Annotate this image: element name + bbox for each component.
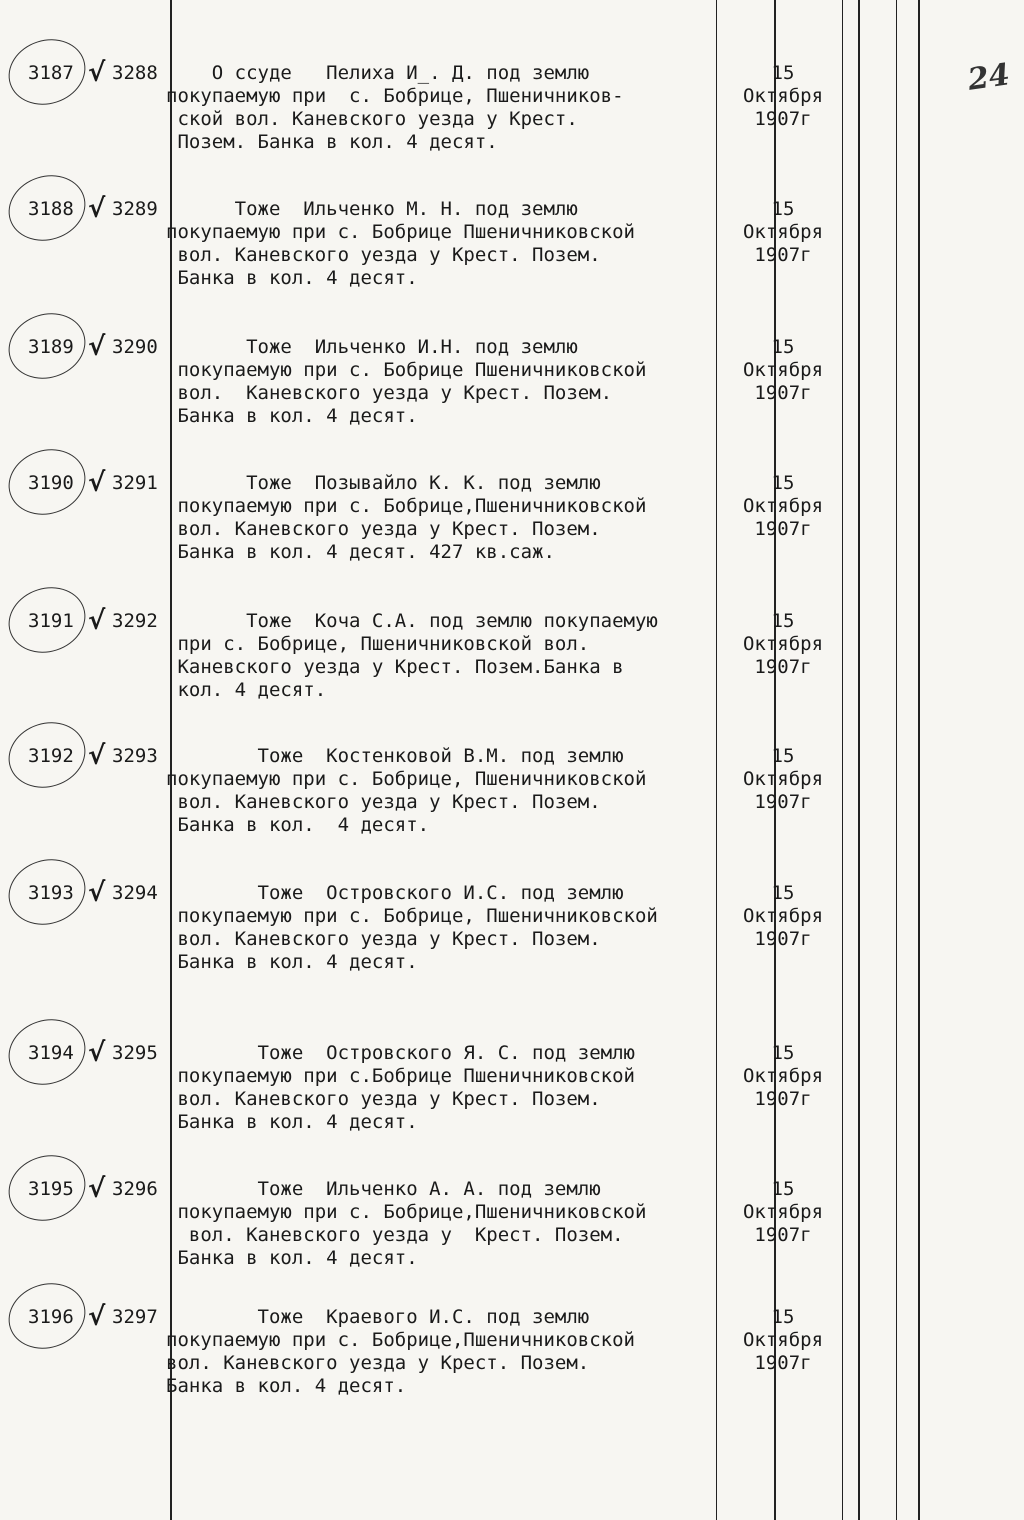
date-line: 1907г <box>754 1224 812 1246</box>
entry-date <box>728 745 838 814</box>
register-entry <box>0 1174 1024 1318</box>
handwritten-page-number: 24 <box>965 57 1012 98</box>
description-line: Тоже Костенковой В.М. под землю <box>166 745 624 767</box>
old-entry-number: 3191 <box>28 610 74 632</box>
description-line: Тоже Ильченко А. А. под землю <box>166 1178 601 1200</box>
description-line: вол. Каневского уезда у Крест. Позем. <box>166 382 613 404</box>
old-entry-number: 3196 <box>28 1306 74 1328</box>
old-entry-number: 3189 <box>28 336 74 358</box>
description-line: вол. Каневского уезда у Крест. Позем. <box>166 791 601 813</box>
checkmark-icon: √ <box>88 606 106 636</box>
description-line: Тоже Позывайло К. К. под землю <box>166 472 601 494</box>
description-line: Тоже Краевого И.С. под землю <box>166 1306 590 1328</box>
entry-description <box>166 62 741 154</box>
entry-date <box>728 1306 838 1375</box>
entry-description <box>166 1178 741 1270</box>
old-entry-number: 3188 <box>28 198 74 220</box>
new-entry-number: 3294 <box>112 882 158 904</box>
date-line: 15 <box>771 1178 795 1200</box>
old-entry-number: 3195 <box>28 1178 74 1200</box>
description-line: покупаемую при с. Бобрице Пшеничниковской <box>166 221 635 243</box>
date-line: 15 <box>771 882 795 904</box>
entry-date <box>728 472 838 541</box>
description-line: покупаемую при с.Бобрице Пшеничниковской <box>166 1065 635 1087</box>
description-line: вол. Каневского уезда у Крест. Позем. <box>166 928 601 950</box>
register-entry <box>0 58 1024 202</box>
checkmark-icon: √ <box>88 741 106 771</box>
description-line: Банка в кол. 4 десят. <box>166 1247 418 1269</box>
register-entry <box>0 878 1024 1022</box>
new-entry-number: 3296 <box>112 1178 158 1200</box>
date-line: 15 <box>771 62 795 84</box>
description-line: Позем. Банка в кол. 4 десят. <box>166 131 498 153</box>
entry-description <box>166 1306 741 1398</box>
date-line: Октября <box>742 1201 824 1223</box>
old-entry-number: 3187 <box>28 62 74 84</box>
description-line: покупаемую при с. Бобрице,Пшеничниковской <box>166 495 647 517</box>
description-line: Тоже Коча С.А. под землю покупаемую <box>166 610 658 632</box>
date-line: 1907г <box>754 928 812 950</box>
description-line: Банка в кол. 4 десят. <box>166 405 418 427</box>
date-line: 1907г <box>754 791 812 813</box>
description-line: Банка в кол. 4 десят. <box>166 1375 407 1397</box>
description-line: вол. Каневского уезда у Крест. Позем. <box>166 1352 590 1374</box>
description-line: Банка в кол. 4 десят. <box>166 1111 418 1133</box>
old-entry-number: 3190 <box>28 472 74 494</box>
new-entry-number: 3289 <box>112 198 158 220</box>
date-line: Октября <box>742 905 824 927</box>
date-line: 1907г <box>754 382 812 404</box>
entry-date <box>728 882 838 951</box>
entry-date <box>728 1178 838 1247</box>
description-line: Банка в кол. 4 десят. 427 кв.саж. <box>166 541 555 563</box>
date-line: 15 <box>771 1042 795 1064</box>
checkmark-icon: √ <box>88 1302 106 1332</box>
entry-date <box>728 610 838 679</box>
description-line: покупаемую при с. Бобрице, Пшеничниковской <box>166 905 658 927</box>
checkmark-icon: √ <box>88 468 106 498</box>
date-line: 15 <box>771 610 795 632</box>
entry-date <box>728 198 838 267</box>
date-line: 15 <box>771 336 795 358</box>
register-entry <box>0 741 1024 885</box>
description-line: Тоже Ильченко И.Н. под землю <box>166 336 578 358</box>
date-line: 1907г <box>754 656 812 678</box>
description-line: покупаемую при с. Бобрице,Пшеничниковской <box>166 1201 647 1223</box>
new-entry-number: 3297 <box>112 1306 158 1328</box>
old-entry-number: 3194 <box>28 1042 74 1064</box>
entry-description <box>166 745 741 837</box>
entry-description <box>166 610 741 702</box>
description-line: Каневского уезда у Крест. Позем.Банка в <box>166 656 624 678</box>
description-line: ской вол. Каневского уезда у Крест. <box>166 108 578 130</box>
checkmark-icon: √ <box>88 58 106 88</box>
register-entry <box>0 606 1024 750</box>
date-line: 1907г <box>754 244 812 266</box>
description-line: покупаемую при с. Бобрице,Пшеничниковской <box>166 1329 635 1351</box>
description-line: Банка в кол. 4 десят. <box>166 814 430 836</box>
entry-description <box>166 198 741 290</box>
entry-date <box>728 62 838 131</box>
date-line: Октября <box>742 495 824 517</box>
register-entry <box>0 194 1024 338</box>
new-entry-number: 3291 <box>112 472 158 494</box>
date-line: Октября <box>742 1329 824 1351</box>
date-line: 1907г <box>754 1352 812 1374</box>
checkmark-icon: √ <box>88 878 106 908</box>
description-line: Тоже Островского И.С. под землю <box>166 882 624 904</box>
date-line: 15 <box>771 472 795 494</box>
checkmark-icon: √ <box>88 1038 106 1068</box>
date-line: 1907г <box>754 518 812 540</box>
register-entry <box>0 468 1024 612</box>
description-line: покупаемую при с. Бобрице, Пшеничников- <box>166 85 624 107</box>
register-entry <box>0 1302 1024 1446</box>
entry-description <box>166 472 741 564</box>
description-line: Банка в кол. 4 десят. <box>166 951 418 973</box>
description-line: покупаемую при с. Бобрице, Пшеничниковской <box>166 768 647 790</box>
description-line: О ссуде Пелиха И_. Д. под землю <box>166 62 590 84</box>
entry-description <box>166 336 741 428</box>
description-line: при с. Бобрице, Пшеничниковской вол. <box>166 633 590 655</box>
new-entry-number: 3295 <box>112 1042 158 1064</box>
description-line: Тоже Ильченко М. Н. под землю <box>166 198 578 220</box>
date-line: 15 <box>771 745 795 767</box>
date-line: 15 <box>771 1306 795 1328</box>
date-line: Октября <box>742 359 824 381</box>
old-entry-number: 3193 <box>28 882 74 904</box>
entry-description <box>166 1042 741 1134</box>
description-line: вол. Каневского уезда у Крест. Позем. <box>166 1088 601 1110</box>
register-entry <box>0 1038 1024 1182</box>
checkmark-icon: √ <box>88 1174 106 1204</box>
date-line: 1907г <box>754 1088 812 1110</box>
date-line: Октября <box>742 221 824 243</box>
date-line: Октября <box>742 85 824 107</box>
description-line: покупаемую при с. Бобрице Пшеничниковской <box>166 359 647 381</box>
date-line: Октября <box>742 633 824 655</box>
new-entry-number: 3290 <box>112 336 158 358</box>
new-entry-number: 3292 <box>112 610 158 632</box>
description-line: вол. Каневского уезда у Крест. Позем. <box>166 518 601 540</box>
description-line: Банка в кол. 4 десят. <box>166 267 418 289</box>
new-entry-number: 3293 <box>112 745 158 767</box>
old-entry-number: 3192 <box>28 745 74 767</box>
description-line: кол. 4 десят. <box>166 679 327 701</box>
entry-date <box>728 336 838 405</box>
entry-description <box>166 882 741 974</box>
description-line: вол. Каневского уезда у Крест. Позем. <box>166 244 601 266</box>
entry-date <box>728 1042 838 1111</box>
register-entry <box>0 332 1024 476</box>
description-line: Тоже Островского Я. С. под землю <box>166 1042 635 1064</box>
new-entry-number: 3288 <box>112 62 158 84</box>
date-line: 1907г <box>754 108 812 130</box>
description-line: вол. Каневского уезда у Крест. Позем. <box>166 1224 624 1246</box>
date-line: 15 <box>771 198 795 220</box>
checkmark-icon: √ <box>88 194 106 224</box>
checkmark-icon: √ <box>88 332 106 362</box>
date-line: Октября <box>742 1065 824 1087</box>
date-line: Октября <box>742 768 824 790</box>
